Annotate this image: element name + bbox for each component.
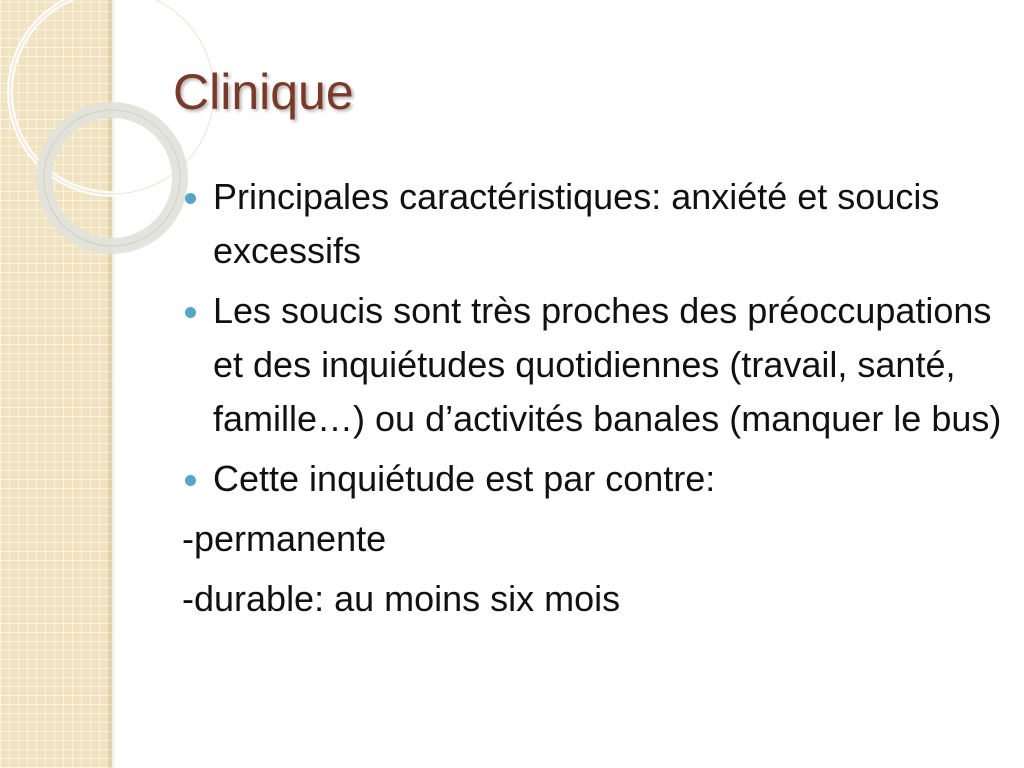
bullet-item bbox=[182, 452, 1002, 506]
bullet-item bbox=[182, 170, 1002, 278]
round-bullet-icon bbox=[185, 193, 196, 204]
bullet-text: Principales caractéristiques: anxiété et soucis excessifs bbox=[213, 176, 940, 271]
bullet-text: Cette inquiétude est par contre: bbox=[213, 458, 716, 499]
sub-line: -durable: au moins six mois bbox=[182, 578, 621, 619]
bullet-item bbox=[182, 284, 1002, 446]
decorative-ring-small bbox=[44, 110, 180, 246]
round-bullet-icon bbox=[185, 475, 196, 486]
bullet-text: Les soucis sont très proches des préoccupations et des inquiétudes quotidiennes (travail, santé, famille…) ou d’activités banales (manquer le bus) bbox=[213, 290, 1002, 439]
slide-title: Clinique bbox=[173, 64, 354, 120]
slide-content bbox=[182, 170, 1002, 632]
round-bullet-icon bbox=[185, 307, 196, 318]
decorative-rings bbox=[0, 0, 180, 280]
sub-line: -permanente bbox=[182, 518, 387, 559]
